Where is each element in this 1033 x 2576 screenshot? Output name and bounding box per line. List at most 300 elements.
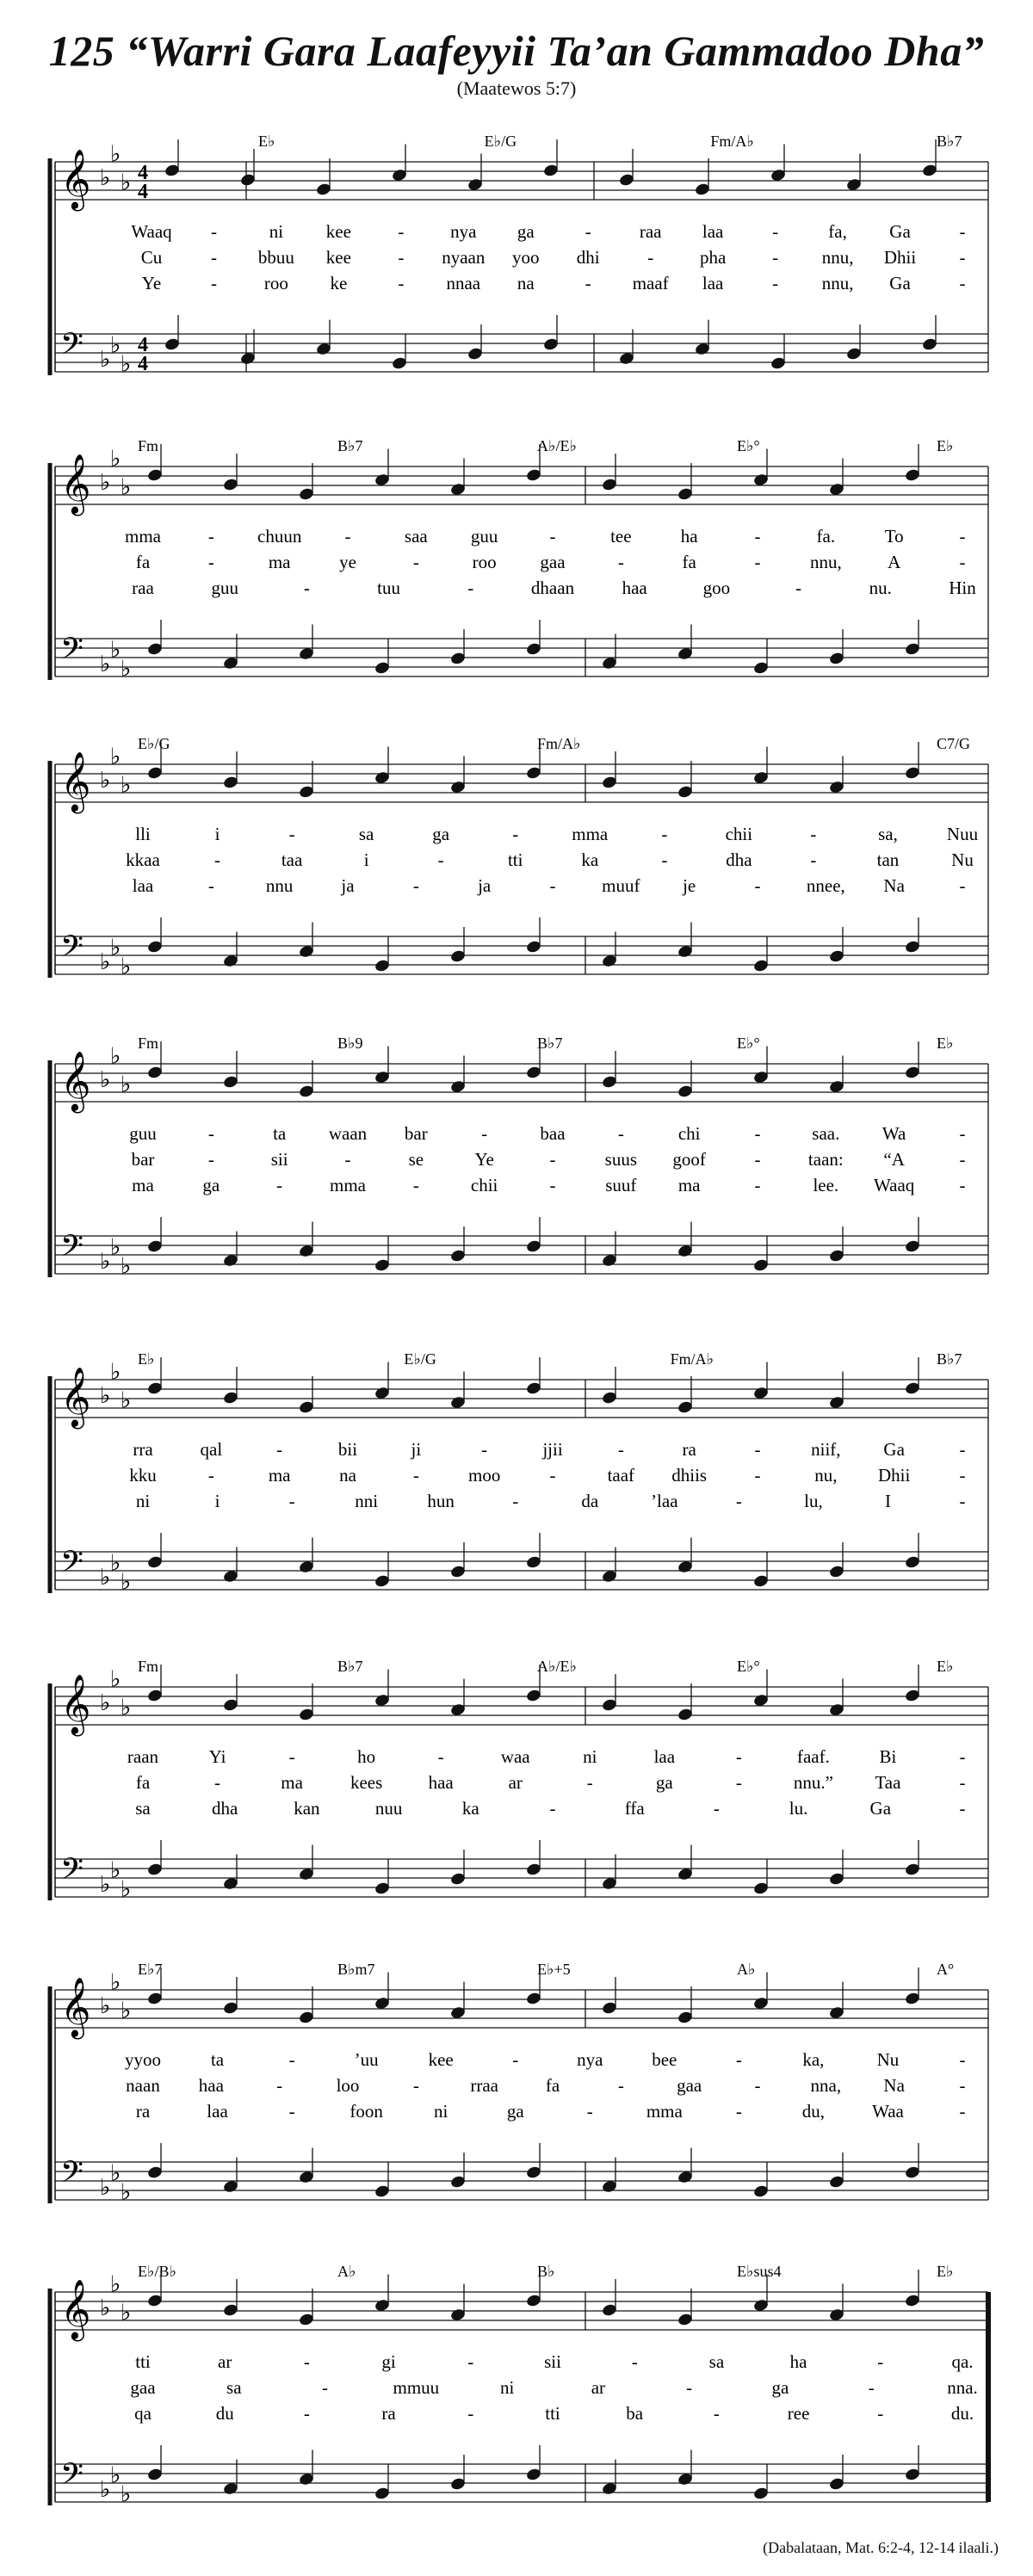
lyric-syllable: - [288,824,295,844]
lyric-syllable: sa [358,824,374,844]
lyric-syllable: fa, [828,221,847,242]
lyric-syllable: i [214,1491,220,1511]
flat-icon: ♭ [100,949,111,974]
lyric-syllable: ar [591,2377,606,2398]
lyric-syllable: tan [876,849,900,870]
chord-symbol: A♭/E♭ [537,437,577,454]
flat-icon: ♭ [110,1234,121,1260]
chord-symbol: A♭ [737,1961,756,1978]
lyric-syllable: kku [129,1465,157,1486]
lyric-syllable: - [586,1772,593,1793]
lyric-syllable: - [344,526,351,547]
lyric-syllable: ma [268,1465,291,1486]
lyric-syllable: - [398,221,405,242]
lyric-syllable: - [959,1491,966,1511]
lyric-syllable: Na [883,2075,905,2096]
lyric-syllable: ja [341,875,355,896]
lyric-syllable: taaf [607,1465,635,1486]
chord-symbol: A♭/E♭ [537,1658,577,1675]
lyric-syllable: ’laa [651,1491,678,1511]
lyric-syllable: - [344,1149,351,1170]
lyric-syllable: nyaan [442,247,486,268]
flat-icon: ♭ [100,347,111,372]
lyric-syllable: ni [434,2101,448,2122]
flat-icon: ♭ [100,1067,111,1092]
chord-symbol: C7/G [937,735,971,752]
lyric-syllable: goof [672,1149,706,1170]
chord-symbol: E♭ [937,1035,954,1052]
lyric-syllable: - [877,2403,884,2424]
lyric-syllable: - [754,1465,761,1486]
lyric-syllable: - [210,221,217,242]
lyric-syllable: - [772,221,779,242]
lyric-syllable: suuf [605,1175,637,1195]
lyric-syllable: ka [461,1798,479,1819]
lyric-syllable: dha [726,849,752,870]
lyric-syllable: Hin [949,578,976,598]
lyric-syllable: lu. [789,1798,808,1819]
lyric-syllable: gaa [677,2075,702,2096]
lyric-syllable: dhi [576,247,600,268]
treble-clef-icon: 𝄞 [60,1979,91,2035]
lyric-syllable: i [214,824,220,844]
lyric-syllable: dha [212,1798,238,1819]
treble-clef-icon: 𝄞 [60,151,91,207]
chord-symbol: B♭ [537,2263,555,2280]
chord-symbol: E♭ [937,2263,954,2280]
lyric-syllable: nnu, [809,552,842,572]
lyric-syllable: Ga [883,1439,905,1460]
lyric-syllable: - [959,875,966,896]
lyric-syllable: Waaq [874,1175,915,1195]
lyric-syllable: - [288,2049,295,2070]
flat-icon: ♭ [121,1569,132,1595]
lyric-syllable: - [549,1465,556,1486]
chord-symbol: B♭7 [537,1035,563,1052]
treble-clef-icon: 𝄞 [60,1368,91,1425]
lyric-syllable: moo [467,1465,501,1486]
lyric-syllable: - [398,247,405,268]
lyric-syllable: fa [682,552,696,572]
lyric-syllable: nna, [810,2075,842,2096]
lyric-syllable: - [617,552,624,572]
lyric-syllable: sii [544,2351,561,2372]
lyric-syllable: lee. [813,1175,839,1195]
flat-icon: ♭ [100,165,111,190]
lyric-syllable: ye [339,552,356,572]
lyric-syllable: mma [572,824,609,844]
flat-icon: ♭ [121,1998,132,2023]
lyric-syllable: kee [325,247,351,268]
lyric-syllable: mma [125,526,161,547]
flat-icon: ♭ [110,446,121,472]
lyric-syllable: bii [337,1439,358,1460]
lyric-syllable: ga [202,1175,220,1195]
lyric-syllable: raa [639,221,662,242]
lyric-syllable: - [303,2403,310,2424]
lyric-syllable: - [467,578,474,598]
lyric-syllable: - [512,824,519,844]
lyric-syllable: - [210,273,217,293]
lyric-syllable: ga [516,221,535,242]
chord-symbol: E♭ [138,1350,155,1368]
lyric-syllable: du, [801,2101,826,2122]
chord-symbol: E♭° [737,1658,760,1675]
lyric-syllable: gaa [540,552,566,572]
bass-clef-icon: 𝄢 [60,2157,84,2196]
lyric-syllable: ho [357,1746,376,1767]
chord-symbol: E♭/B♭ [138,2263,176,2280]
lyric-syllable: - [322,2377,329,2398]
lyric-syllable: - [617,1439,624,1460]
lyric-syllable: fa [135,1772,151,1793]
treble-clef-icon: 𝄞 [60,1676,91,1733]
lyric-syllable: - [810,824,817,844]
lyric-syllable: ma [677,1175,701,1195]
lyric-syllable: chi [677,1123,701,1144]
lyric-syllable: da [581,1491,599,1511]
lyric-syllable: - [412,875,419,896]
lyric-syllable: - [959,273,966,293]
lyric-syllable: mmuu [393,2377,440,2398]
flat-icon: ♭ [110,935,121,961]
lyric-syllable: waa [500,1746,530,1767]
lyric-syllable: - [207,552,214,572]
lyric-syllable: - [959,247,966,268]
flat-icon: ♭ [121,2481,132,2507]
lyric-syllable: lu, [804,1491,823,1511]
lyric-syllable: - [512,2049,519,2070]
lyric-syllable: goo [702,578,731,598]
flat-icon: ♭ [110,141,121,167]
chord-symbol: E♭+5 [537,1961,571,1978]
lyric-syllable: - [276,2075,283,2096]
chord-symbol: B♭7 [337,1658,363,1675]
chord-symbol: E♭/G [484,133,517,150]
lyric-syllable: chii [470,1175,498,1195]
lyric-syllable: kee [428,2049,454,2070]
lyric-syllable: naan [126,2075,160,2096]
chord-symbol: E♭ [937,1658,954,1675]
lyric-syllable: Ye [474,1149,494,1170]
lyric-syllable: - [713,2403,720,2424]
hymn-title: 125 “Warri Gara Laafeyyii Ta’an Gammadoo Dha” [48,27,985,75]
lyric-syllable: sa [226,2377,242,2398]
lyric-syllable: - [661,824,668,844]
lyric-syllable: kan [294,1798,320,1819]
lyric-syllable: bee [652,2049,677,2070]
lyric-syllable: - [412,1465,419,1486]
lyric-syllable: - [754,2075,761,2096]
lyric-syllable: ba [626,2403,644,2424]
chord-symbol: E♭/G [138,735,170,752]
flat-icon: ♭ [121,1695,132,1720]
lyric-syllable: ka, [802,2049,825,2070]
lyric-syllable: ni [583,1746,597,1767]
flat-icon: ♭ [110,1550,121,1576]
lyric-syllable: guu [470,526,498,547]
lyric-syllable: - [467,2403,474,2424]
lyric-syllable: tti [507,849,523,870]
chord-symbol: B♭7 [937,133,962,150]
lyric-syllable: ni [135,1491,151,1511]
lyric-syllable: Ga [889,273,911,293]
lyric-syllable: ra [381,2403,396,2424]
lyric-syllable: raan [127,1746,159,1767]
lyric-syllable: - [549,1149,556,1170]
lyric-syllable: dhiis [671,1465,708,1486]
lyric-syllable: - [549,1175,556,1195]
lyric-syllable: - [959,2075,966,2096]
lyric-syllable: - [754,1439,761,1460]
lyric-syllable: Dhii [877,1465,911,1486]
lyric-syllable: ka [581,849,599,870]
flat-icon: ♭ [100,1872,111,1897]
lyric-syllable: fa [135,552,151,572]
lyric-syllable: waan [328,1123,368,1144]
lyric-syllable: - [412,552,419,572]
lyric-syllable: chii [725,824,753,844]
flat-icon: ♭ [100,1383,111,1408]
bass-clef-icon: 𝄢 [60,931,84,971]
flat-icon: ♭ [121,1387,132,1413]
lyric-syllable: - [617,1123,624,1144]
chord-symbol: Fm/A♭ [670,1350,714,1368]
lyric-syllable: guu [129,1123,157,1144]
chord-symbol: E♭° [737,1035,760,1052]
flat-icon: ♭ [121,2300,132,2326]
lyric-syllable: - [631,2351,638,2372]
lyric-syllable: niif, [811,1439,841,1460]
flat-icon: ♭ [121,954,132,979]
lyric-syllable: gi [381,2351,396,2372]
lyric-syllable: tee [610,526,632,547]
lyric-syllable: - [214,1772,221,1793]
lyric-syllable: - [207,1465,214,1486]
lyric-syllable: baa [540,1123,566,1144]
lyric-syllable: hun [427,1491,455,1511]
lyric-syllable: ma [281,1772,303,1793]
lyric-syllable: ga [771,2377,789,2398]
lyric-syllable: - [959,552,966,572]
lyric-syllable: guu [211,578,238,598]
lyric-syllable: - [868,2377,875,2398]
lyric-syllable: ke [330,273,348,293]
lyric-syllable: - [735,1491,742,1511]
lyric-syllable: - [735,1772,742,1793]
flat-icon: ♭ [121,170,132,195]
lyric-syllable: - [754,875,761,896]
lyric-syllable: - [549,1798,556,1819]
chord-symbol: E♭ [937,437,954,454]
lyric-syllable: suus [604,1149,638,1170]
lyric-syllable: saa. [812,1123,840,1144]
bass-clef-icon: 𝄢 [60,2459,84,2499]
lyric-syllable: rraa [470,2075,498,2096]
lyric-syllable: raa [132,578,154,598]
lyric-syllable: ja [478,875,492,896]
time-signature-top: 4 [138,334,148,356]
lyric-syllable: - [959,1123,966,1144]
lyric-syllable: “A [883,1149,905,1170]
lyric-syllable: - [207,526,214,547]
lyric-syllable: - [303,2351,310,2372]
flat-icon: ♭ [100,470,111,495]
lyric-syllable: - [398,273,405,293]
footer-note: (Dabalataan, Mat. 6:2-4, 12-14 ilaali.) [763,2539,999,2556]
lyric-syllable: Ga [889,221,911,242]
lyric-syllable: rra [133,1439,153,1460]
lyric-syllable: Yi [208,1746,226,1767]
lyric-syllable: - [288,2101,295,2122]
lyric-syllable: i [363,849,369,870]
chord-symbol: Fm/A♭ [537,735,581,752]
lyric-syllable: - [585,221,591,242]
lyric-syllable: nnu, [821,247,854,268]
lyric-syllable: haa [622,578,647,598]
lyric-syllable: ar [218,2351,232,2372]
lyric-syllable: nu. [869,578,892,598]
lyric-syllable: nu, [814,1465,838,1486]
lyric-syllable: Bi [879,1746,897,1767]
chord-symbol: B♭m7 [337,1961,375,1978]
lyric-syllable: ar [508,1772,523,1793]
lyric-syllable: lli [135,824,151,844]
flat-icon: ♭ [110,744,121,769]
flat-icon: ♭ [110,1969,121,1995]
lyric-syllable: - [412,2075,419,2096]
flat-icon: ♭ [121,351,132,377]
lyric-syllable: sa [135,1798,151,1819]
lyric-syllable: - [877,2351,884,2372]
chord-symbol: Fm/A♭ [710,133,754,150]
lyric-syllable: - [735,2101,742,2122]
lyric-syllable: - [959,1772,966,1793]
flat-icon: ♭ [121,2179,132,2205]
flat-icon: ♭ [110,2160,121,2186]
scripture-reference: (Maatewos 5:7) [456,77,577,99]
lyric-syllable: qa. [951,2351,974,2372]
lyric-syllable: Ye [141,273,162,293]
lyric-syllable: qal [200,1439,223,1460]
lyric-syllable: ni [499,2377,515,2398]
lyric-syllable: Taa [875,1772,901,1793]
lyric-syllable: gaa [130,2377,156,2398]
lyric-syllable: ga [432,824,450,844]
lyric-syllable: - [647,247,654,268]
flat-icon: ♭ [110,2462,121,2488]
flat-icon: ♭ [121,1072,132,1097]
lyric-syllable: du [215,2403,234,2424]
flat-icon: ♭ [100,1249,111,1274]
lyric-syllable: - [959,2049,966,2070]
flat-icon: ♭ [110,1043,121,1069]
lyric-syllable: - [754,1175,761,1195]
lyric-syllable: ha [789,2351,807,2372]
lyric-syllable: - [549,875,556,896]
lyric-syllable: - [207,875,214,896]
lyric-syllable: haa [428,1772,454,1793]
treble-clef-icon: 𝄞 [60,2281,91,2338]
lyric-syllable: bar [131,1149,155,1170]
lyric-syllable: sa [708,2351,725,2372]
chord-symbol: B♭7 [337,437,363,454]
bass-clef-icon: 𝄢 [60,329,84,368]
lyric-syllable: A [888,552,901,572]
flat-icon: ♭ [121,474,132,500]
lyric-syllable: je [683,875,696,896]
lyric-syllable: - [467,2351,474,2372]
bass-clef-icon: 𝄢 [60,1547,84,1586]
flat-icon: ♭ [100,1993,111,2018]
lyric-syllable: Dhii [883,247,917,268]
lyric-syllable: na [339,1465,356,1486]
lyric-syllable: - [959,2101,966,2122]
lyric-syllable: ffa [624,1798,645,1819]
lyric-syllable: laa [702,273,724,293]
lyric-syllable: - [481,1123,488,1144]
lyric-syllable: Wa [881,1123,906,1144]
lyric-syllable: faaf. [796,1746,830,1767]
lyric-syllable: - [754,552,761,572]
lyric-syllable: kees [349,1772,383,1793]
lyric-syllable: maaf [632,273,669,293]
lyric-syllable: sa, [878,824,898,844]
lyric-syllable: dhaan [530,578,575,598]
lyric-syllable: - [754,1149,761,1170]
chord-symbol: Fm [138,1658,159,1675]
lyric-syllable: tti [545,2403,560,2424]
lyric-syllable: saa [404,526,428,547]
lyric-syllable: - [754,526,761,547]
flat-icon: ♭ [110,1359,121,1385]
bass-clef-icon: 𝄢 [60,1231,84,1270]
lyric-syllable: chuun [257,526,302,547]
lyric-syllable: ma [132,1175,154,1195]
lyric-syllable: tti [135,2351,151,2372]
treble-clef-icon: 𝄞 [60,1053,91,1109]
time-signature-top: 4 [138,162,148,184]
lyric-syllable: - [754,1123,761,1144]
lyric-syllable: du. [950,2403,974,2424]
lyric-syllable: roo [472,552,497,572]
lyric-syllable: bar [404,1123,428,1144]
lyric-syllable: - [959,1465,966,1486]
flat-icon: ♭ [110,2271,121,2297]
lyric-syllable: kkaa [126,849,160,870]
chord-symbol: Fm [138,437,159,454]
lyric-syllable: jjii [542,1439,563,1460]
lyric-syllable: foon [349,2101,383,2122]
lyric-syllable: ji [411,1439,422,1460]
lyric-syllable: - [549,526,556,547]
lyric-syllable: - [437,849,444,870]
flat-icon: ♭ [100,2477,111,2502]
lyric-syllable: - [959,526,966,547]
lyric-syllable: Cu [140,247,163,268]
lyric-syllable: bbuu [257,247,294,268]
lyric-syllable: yoo [512,247,540,268]
time-signature-bottom: 4 [138,181,148,203]
flat-icon: ♭ [100,2175,111,2200]
chord-symbol: E♭sus4 [737,2263,782,2280]
lyric-syllable: ra [682,1439,696,1460]
lyric-syllable: - [735,1746,742,1767]
lyric-syllable: laa [207,2101,228,2122]
flat-icon: ♭ [121,656,132,682]
lyric-syllable: nnu.” [793,1772,833,1793]
flat-icon: ♭ [100,768,111,793]
